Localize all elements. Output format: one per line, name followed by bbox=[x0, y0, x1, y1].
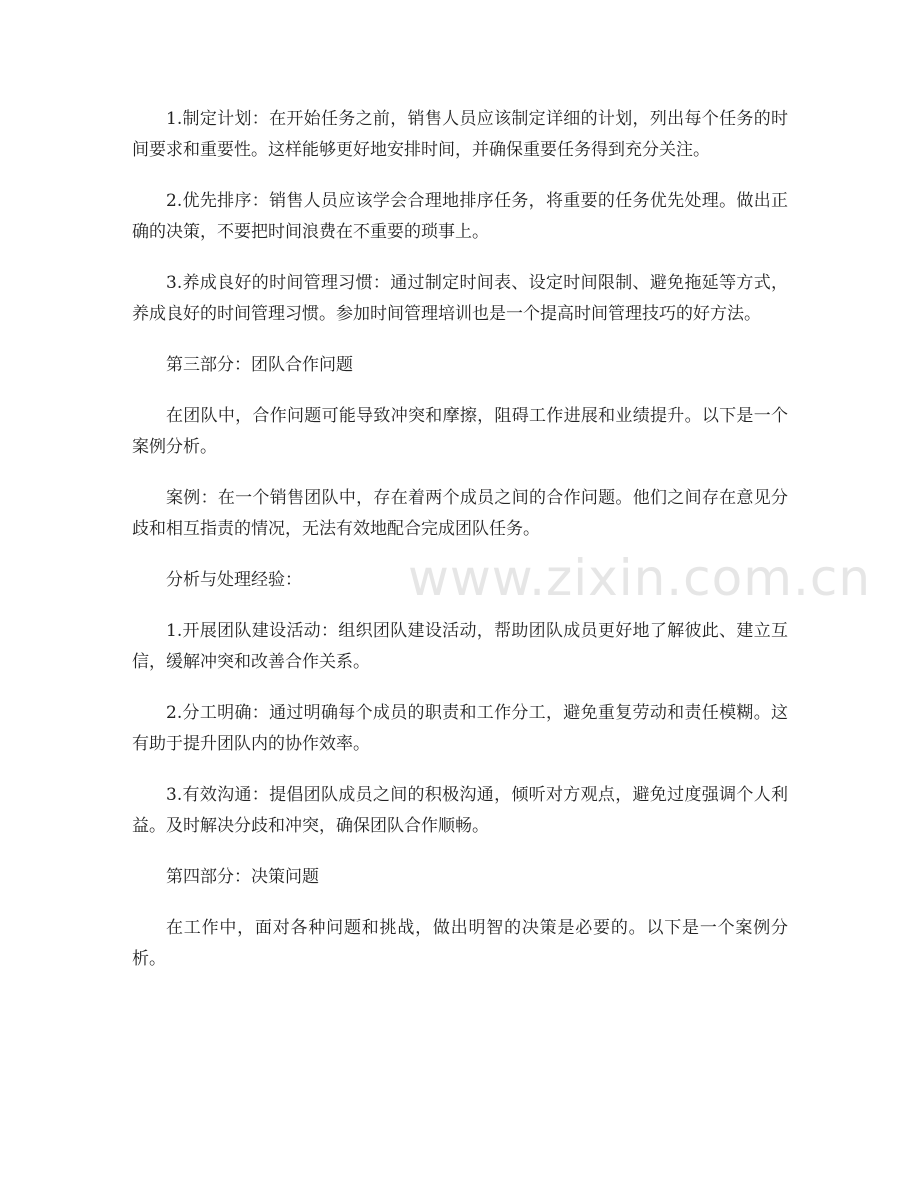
paragraph-teamwork-case: 案例：在一个销售团队中，存在着两个成员之间的合作问题。他们之间存在意见分歧和相互指责的情况，无法有效地配合完成团队任务。 bbox=[132, 488, 788, 539]
paragraph-team-building: 1.开展团队建设活动：组织团队建设活动，帮助团队成员更好地了解彼此、建立互信，缓解冲突和改善合作关系。 bbox=[132, 621, 788, 672]
subheading-analysis: 分析与处理经验： bbox=[166, 570, 302, 590]
section-heading-decision: 第四部分：决策问题 bbox=[166, 867, 319, 887]
paragraph-priority: 2.优先排序：销售人员应该学会合理地排序任务，将重要的任务优先处理。做出正确的决策，不要把时间浪费在不重要的琐事上。 bbox=[132, 191, 788, 242]
paragraph-decision-intro: 在工作中，面对各种问题和挑战，做出明智的决策是必要的。以下是一个案例分析。 bbox=[132, 918, 788, 969]
paragraph-division-of-labor: 2.分工明确：通过明确每个成员的职责和工作分工，避免重复劳动和责任模糊。这有助于提升团队内的协作效率。 bbox=[132, 703, 788, 754]
paragraph-plan: 1.制定计划：在开始任务之前，销售人员应该制定详细的计划，列出每个任务的时间要求和重要性。这样能够更好地安排时间，并确保重要任务得到充分关注。 bbox=[132, 109, 788, 160]
section-heading-teamwork: 第三部分：团队合作问题 bbox=[166, 355, 353, 375]
watermark: www.zixin.com.cn bbox=[408, 549, 872, 607]
paragraph-habits: 3.养成良好的时间管理习惯：通过制定时间表、设定时间限制、避免拖延等方式，养成良好的时间管理习惯。参加时间管理培训也是一个提高时间管理技巧的好方法。 bbox=[132, 273, 788, 324]
document-body bbox=[132, 104, 788, 995]
paragraph-communication: 3.有效沟通：提倡团队成员之间的积极沟通，倾听对方观点，避免过度强调个人利益。及时解决分歧和冲突，确保团队合作顺畅。 bbox=[132, 785, 788, 836]
paragraph-teamwork-intro: 在团队中，合作问题可能导致冲突和摩擦，阻碍工作进展和业绩提升。以下是一个案例分析。 bbox=[132, 406, 788, 457]
